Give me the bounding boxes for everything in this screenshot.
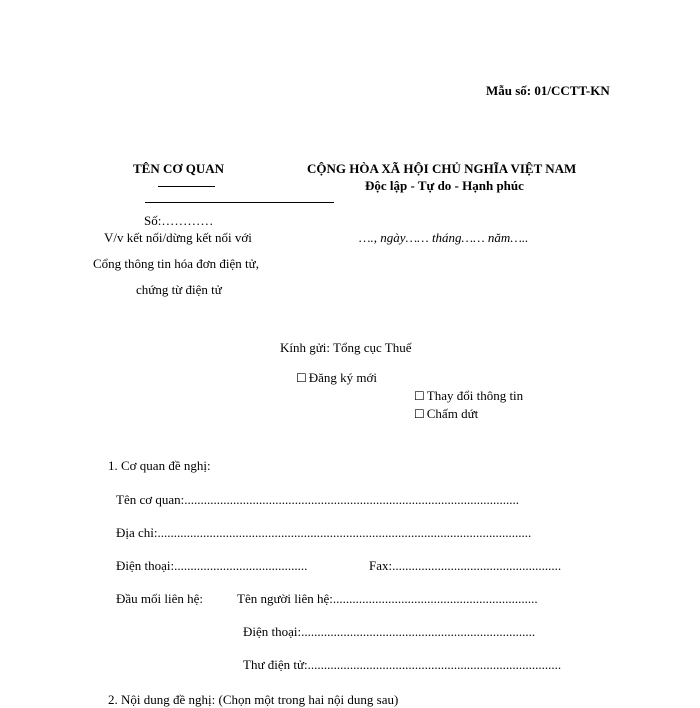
option-terminate[interactable]: [414, 406, 478, 422]
document-number: Số:…………: [144, 213, 214, 228]
section2-heading: 2. Nội dung đề nghị: (Chọn một trong hai nội dung sau): [108, 692, 399, 707]
option-terminate-label: Chấm dứt: [426, 406, 479, 421]
option-change-label: Thay đổi thông tin: [426, 388, 524, 403]
form-code: Mẫu số: 01/CCTT-KN: [486, 83, 610, 98]
option-change[interactable]: [414, 388, 523, 404]
checkbox-icon[interactable]: ☐: [414, 389, 425, 403]
option-register[interactable]: [296, 370, 377, 386]
subject-line-2: Cổng thông tin hóa đơn điện tử,: [93, 256, 259, 271]
contact-email-field[interactable]: Thư điện tử:..............................................................................: [243, 657, 562, 672]
phone-field[interactable]: Điện thoại:.........................................: [116, 558, 308, 573]
subject-line-3: chứng từ điện tử: [136, 282, 222, 297]
national-motto: Độc lập - Tự do - Hạnh phúc: [365, 178, 524, 193]
contact-phone-field[interactable]: Điện thoại:........................................................................: [243, 624, 536, 639]
fax-field[interactable]: Fax:....................................................: [369, 558, 562, 573]
contact-name-field[interactable]: Tên người liên hệ:...............................................................: [237, 591, 538, 606]
subject-line-1: V/v kết nối/dừng kết nối với: [104, 230, 252, 245]
date-line: …., ngày…… tháng…… năm…..: [359, 230, 529, 245]
option-register-label: Đăng ký mới: [308, 370, 378, 385]
agency-name: TÊN CƠ QUAN: [133, 161, 225, 176]
checkbox-icon[interactable]: ☐: [296, 371, 307, 385]
agency-underline: [158, 186, 215, 187]
agency-name-field[interactable]: Tên cơ quan:.......................................................................................................: [116, 492, 519, 507]
motto-underline: [145, 202, 334, 203]
recipient: Kính gửi: Tổng cục Thuế: [280, 340, 412, 355]
checkbox-icon[interactable]: ☐: [414, 407, 425, 421]
section1-heading: 1. Cơ quan đề nghị:: [108, 458, 211, 473]
address-field[interactable]: Địa chỉ:...................................................................................................................: [116, 525, 532, 540]
national-title: CỘNG HÒA XÃ HỘI CHỦ NGHĨA VIỆT NAM: [307, 161, 577, 176]
contact-label: Đầu mối liên hệ:: [116, 591, 204, 606]
